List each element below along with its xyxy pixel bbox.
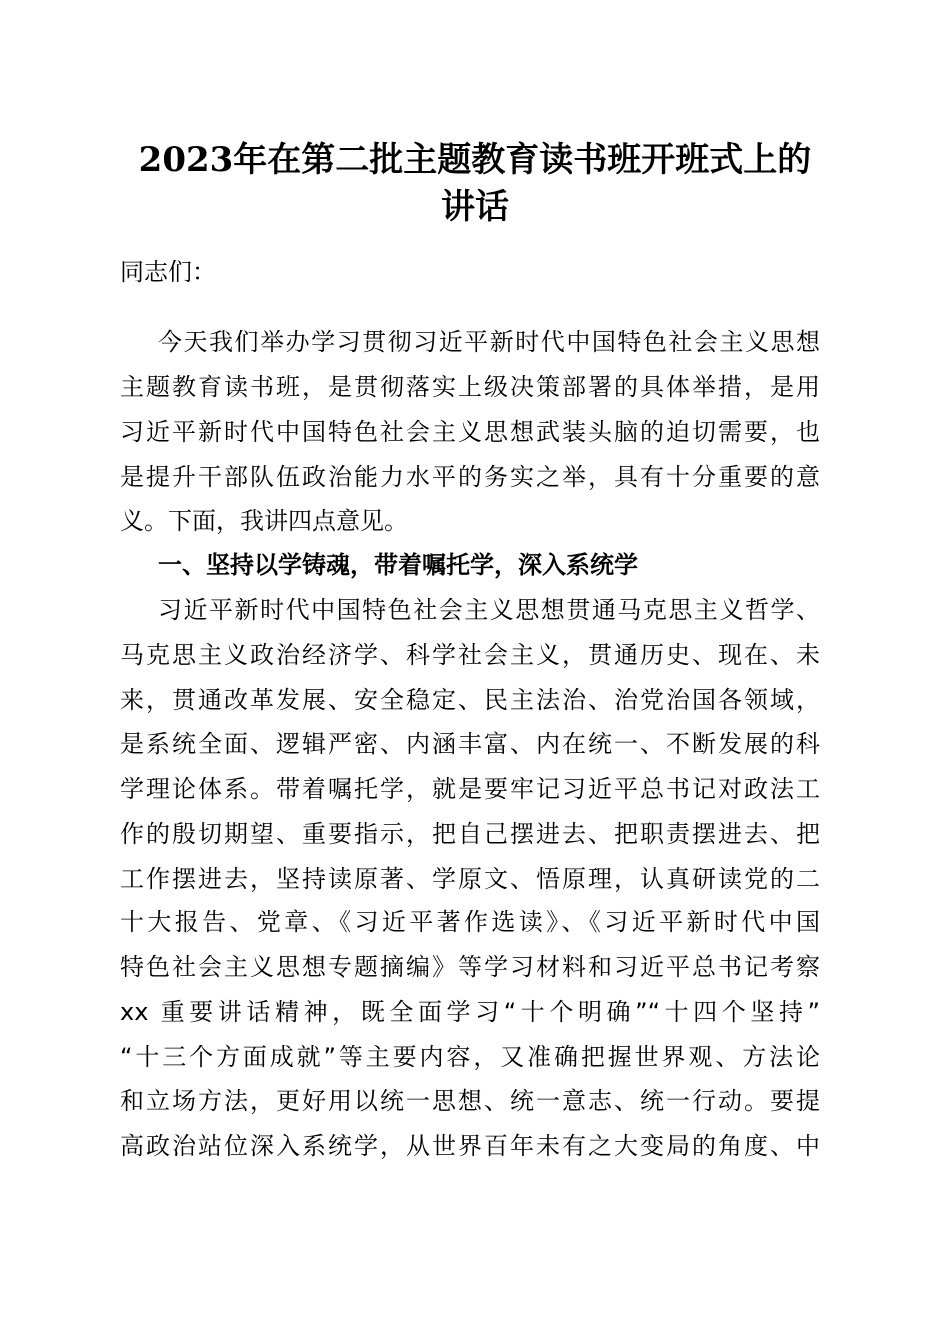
paragraph-line: xx 重要讲话精神，既全面学习“十个明确”“十四个坚持” — [120, 998, 820, 1026]
salutation: 同志们： — [120, 258, 216, 286]
paragraph-line: 是提升干部队伍政治能力水平的务实之举，具有十分重要的意 — [120, 463, 820, 491]
paragraph-line: 今天我们举办学习贯彻习近平新时代中国特色社会主义思想 — [158, 328, 820, 356]
paragraph-line: 习近平新时代中国特色社会主义思想贯通马克思主义哲学、 — [158, 596, 820, 624]
paragraph-line: 来，贯通改革发展、安全稳定、民主法治、治党治国各领域， — [120, 686, 820, 714]
paragraph-line: 主题教育读书班，是贯彻落实上级决策部署的具体举措，是用 — [120, 373, 820, 401]
paragraph-line: 义。下面，我讲四点意见。 — [120, 507, 408, 535]
paragraph-line: 特色社会主义思想专题摘编》等学习材料和习近平总书记考察 — [120, 953, 820, 981]
paragraph-line: 马克思主义政治经济学、科学社会主义，贯通历史、现在、未 — [120, 641, 820, 669]
section-heading: 一、坚持以学铸魂，带着嘱托学，深入系统学 — [158, 551, 638, 579]
paragraph-line: 习近平新时代中国特色社会主义思想武装头脑的迫切需要，也 — [120, 418, 820, 446]
paragraph-line: 工作摆进去，坚持读原著、学原文、悟原理，认真研读党的二 — [120, 865, 820, 893]
paragraph-line: 高政治站位深入系统学，从世界百年未有之大变局的角度、中 — [120, 1132, 820, 1160]
document-title-line-2: 讲话 — [441, 187, 509, 227]
document-title-line-1: 2023年在第二批主题教育读书班开班式上的 — [138, 140, 812, 180]
paragraph-line: 学理论体系。带着嘱托学，就是要牢记习近平总书记对政法工 — [120, 775, 820, 803]
paragraph-line: 和立场方法，更好用以统一思想、统一意志、统一行动。要提 — [120, 1087, 820, 1115]
paragraph-line: 十大报告、党章、《习近平著作选读》、《习近平新时代中国 — [120, 908, 820, 936]
paragraph-line: 是系统全面、逻辑严密、内涵丰富、内在统一、不断发展的科 — [120, 730, 820, 758]
paragraph-line: 作的殷切期望、重要指示，把自己摆进去、把职责摆进去、把 — [120, 820, 820, 848]
paragraph-line: “十三个方面成就”等主要内容，又准确把握世界观、方法论 — [120, 1043, 820, 1071]
